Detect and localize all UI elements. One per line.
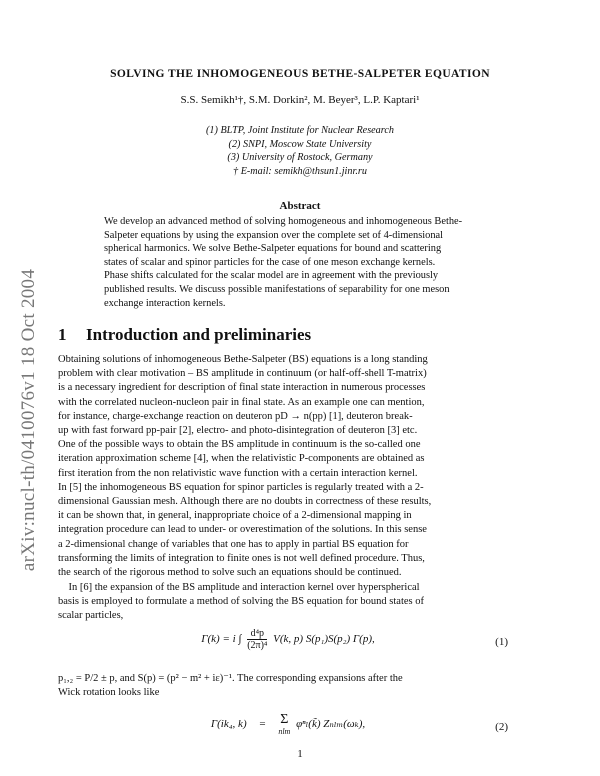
abstract-heading: Abstract <box>279 200 321 212</box>
paragraph-1 <box>58 353 508 580</box>
paragraph-3 <box>58 672 508 700</box>
text-line: In [6] the expansion of the BS amplitude and interaction kernel over hyperspherical <box>58 582 420 593</box>
affiliation-line: (3) University of Rostock, Germany <box>227 152 373 163</box>
text-line: is a necessary ingredient for description of final state interaction in numerous processes <box>58 382 426 394</box>
affiliation-line: (1) BLTP, Joint Institute for Nuclear Research <box>206 125 394 136</box>
abstract-line: spherical harmonics. We solve Bethe-Salpeter equations for bound and scattering <box>104 243 442 255</box>
text-line: a 2-dimensional change of variables that one has to apply in partial BS equation for <box>58 538 409 550</box>
abstract-line: Phase shifts calculated for the scalar model are in agreement with the previously <box>104 270 439 282</box>
text-line: dimensional Gaussian mesh. Although there are no doubts in correctness of these results, <box>58 496 432 508</box>
affiliation-line: (2) SNPI, Moscow State University <box>228 138 372 150</box>
author-list: S.S. Semikh¹†, S.M. Dorkin², M. Beyer³, L.P. Kaptari¹ <box>180 94 420 106</box>
arxiv-identifier: arXiv:nucl-th/0410076v1 18 Oct 2004 <box>18 268 40 572</box>
text-line: up with fast forward pp-pair [2], electro- and photo-disintegration of deuteron [3] etc. <box>58 425 418 437</box>
text-line: problem with clear motivation – BS amplitude in continuum (or half-off-shell T-matrix) <box>58 368 427 380</box>
text-line: Obtaining solutions of inhomogeneous Bethe-Salpeter (BS) equations is a long standing <box>58 354 428 365</box>
email-line: † E-mail: semikh@thsun1.jinr.ru <box>233 165 367 177</box>
abstract-line: published results. We discuss possible manifestations of separability for one meson <box>104 283 450 295</box>
text-line: basis is employed to formulate a method of solving the BS equation for bound states of <box>58 596 424 608</box>
abstract-line: exchange interaction kernels. <box>104 297 226 309</box>
text-line: scalar particles, <box>58 610 124 622</box>
abstract-line: Salpeter equations by using the expansion over the complete set of 4-dimensional <box>104 229 444 241</box>
equation-2-number: (2) <box>495 721 508 733</box>
paper-title: SOLVING THE INHOMOGENEOUS BETHE-SALPETER EQUATION <box>110 68 490 80</box>
text-line: Wick rotation looks like <box>58 687 160 699</box>
abstract-line: We develop an advanced method of solving homogeneous and inhomogeneous Bethe- <box>104 216 463 227</box>
text-line: In [5] the inhomogeneous BS equation for spinor particles is regularly treated with a 2- <box>58 481 424 493</box>
text-line: for instance, charge-exchange reaction on deuteron pD → n(pp) [1], deuteron break- <box>58 410 413 422</box>
text-line: with the correlated nucleon-nucleon pair in final state. As an example one can mention, <box>58 396 425 408</box>
section-heading <box>58 325 311 345</box>
equation-1 <box>58 624 508 664</box>
text-line: it can be shown that, in general, inappropriate choice of a 2-dimensional mapping in <box>58 510 412 522</box>
equation-2-expression: Γ(ik₄, k) = Σ nlm φⁿₗ(k̃) Zₙₗₘ(ωₖ), <box>210 712 366 736</box>
equation-1-number: (1) <box>495 636 508 648</box>
paragraph-2 <box>58 581 508 624</box>
section-title: Introduction and preliminaries <box>86 325 312 344</box>
section-number: 1 <box>58 325 67 344</box>
page-number: 1 <box>297 748 303 760</box>
affiliations <box>40 124 560 178</box>
text-line: One of the possible ways to obtain the BS amplitude in continuum is the so-called one <box>58 439 421 451</box>
arxiv-side-stamp <box>14 205 44 635</box>
abstract-line: states of scalar and spinor particles for the case of one meson exchange kernels. <box>104 256 436 268</box>
abstract-body <box>104 215 504 310</box>
text-line: iteration approximation scheme [4], when the relativistic P-components are obtained as <box>58 453 425 465</box>
text-line: transforming the limits of integration to finite ones is not well defined procedure. Thus, <box>58 552 425 564</box>
equation-1-expression: Γ(k) = i ∫ $\frac{\text{d⁴p}}{\text{(2π)⁴}}$ V(k, p) S(p₁)S(p₂) Γ(p), <box>201 628 375 651</box>
text-line: integration procedure can lead to under- or overestimation of the solutions. In this sense <box>58 524 427 536</box>
text-line: the search of the rigorous method to solve such an equations should be continued. <box>58 567 402 579</box>
text-line: p₁,₂ = P/2 ± p, and S(p) = (p² − m² + iε)⁻¹. The corresponding expansions after the <box>58 673 403 684</box>
text-line: first iteration from the non relativistic wave function with a certain interaction kernel. <box>58 467 418 479</box>
